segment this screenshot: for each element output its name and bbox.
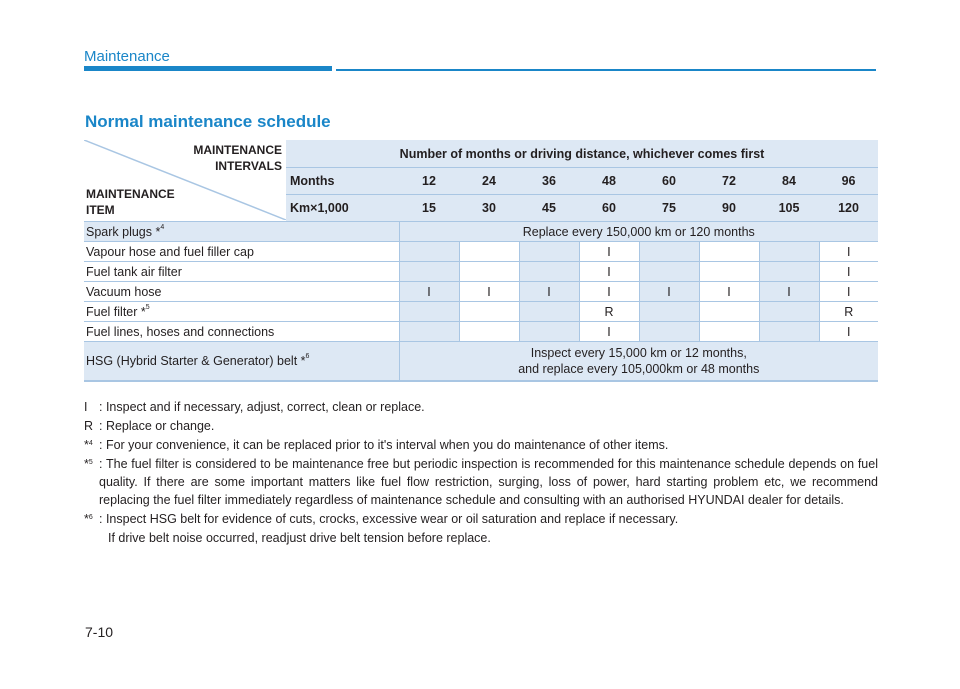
table-cell	[699, 262, 759, 282]
table-cell: I	[819, 262, 878, 282]
maintenance-schedule-table	[84, 140, 878, 382]
table-cell: R	[819, 302, 878, 322]
month-cell: 72	[699, 168, 759, 195]
section-header: Maintenance	[84, 48, 170, 65]
table-cell	[459, 262, 519, 282]
note-key: *$^6$	[84, 512, 93, 526]
note-text: If drive belt noise occurred, readjust drive belt tension before replace.	[108, 531, 491, 545]
table-cell: I	[699, 282, 759, 302]
table-corner	[84, 140, 286, 222]
header-rule-thick	[84, 66, 332, 71]
note-key: I	[84, 400, 88, 414]
table-cell	[459, 242, 519, 262]
corner-intervals-label	[193, 142, 282, 174]
table-cell	[759, 242, 819, 262]
table-cell	[399, 262, 459, 282]
table-cell: I	[459, 282, 519, 302]
row-item: Fuel lines, hoses and connections	[84, 322, 399, 342]
row-item	[84, 302, 399, 322]
table-cell	[639, 242, 699, 262]
km-cell: 120	[819, 195, 878, 222]
table-cell	[399, 242, 459, 262]
corner-top-line2: INTERVALS	[215, 159, 282, 173]
row-item	[84, 222, 399, 242]
km-cell: 90	[699, 195, 759, 222]
table-cell: I	[579, 322, 639, 342]
table-cell	[639, 262, 699, 282]
table-cell	[519, 242, 579, 262]
km-cell: 105	[759, 195, 819, 222]
table-cell	[519, 302, 579, 322]
table-cell	[699, 302, 759, 322]
corner-top-line1: MAINTENANCE	[193, 143, 282, 157]
row-item-text: HSG (Hybrid Starter & Generator) belt *	[86, 354, 306, 368]
table-cell: I	[519, 282, 579, 302]
note-item	[84, 436, 878, 454]
table-cell: I	[819, 322, 878, 342]
note-text: : For your convenience, it can be replaced prior to it's interval when you do maintenance of other items.	[99, 438, 669, 452]
row-span-text	[399, 342, 878, 382]
span-line2: and replace every 105,000km or 48 months	[518, 362, 760, 376]
table-cell	[759, 322, 819, 342]
row-item: Vacuum hose	[84, 282, 399, 302]
note-item	[84, 529, 878, 547]
km-cell: 45	[519, 195, 579, 222]
note-text: : Inspect HSG belt for evidence of cuts, crocks, excessive wear or oil saturation and replace if necessary.	[99, 512, 679, 526]
month-cell: 36	[519, 168, 579, 195]
table-cell: I	[759, 282, 819, 302]
month-cell: 12	[399, 168, 459, 195]
table-cell	[399, 302, 459, 322]
table-cell	[699, 242, 759, 262]
table-cell: I	[579, 282, 639, 302]
note-text: : The fuel filter is considered to be maintenance free but periodic inspection is recommended for this maintenance schedule depends on fuel quality. If there are some important matters like fuel flow restriction, surging, loss of power, hard starting problem etc, we recommend replacing the fuel filter immediately regardless of maintenance schedule and consulting with an authorised HYUNDAI dealer for details.	[99, 457, 878, 507]
corner-item-label	[86, 186, 175, 218]
month-cell: 60	[639, 168, 699, 195]
table-cell: I	[639, 282, 699, 302]
table-cell	[399, 322, 459, 342]
table-cell	[459, 302, 519, 322]
month-cell: 24	[459, 168, 519, 195]
note-key: R	[84, 419, 94, 433]
note-item	[84, 417, 878, 435]
footnote-ref: 4	[160, 223, 165, 231]
table-row	[84, 222, 878, 242]
note-key: *$^5$	[84, 457, 93, 471]
footnote-ref: 5	[145, 303, 150, 311]
table-cell	[759, 262, 819, 282]
page-number: 7-10	[85, 624, 114, 640]
note-item	[84, 455, 878, 509]
note-item	[84, 398, 878, 416]
table-cell: I	[819, 282, 878, 302]
note-text: : Inspect and if necessary, adjust, correct, clean or replace.	[99, 400, 425, 414]
row-item-text: Spark plugs *	[86, 224, 161, 239]
row-span-text: Replace every 150,000 km or 120 months	[399, 222, 878, 242]
note-item	[84, 510, 878, 528]
km-cell: 60	[579, 195, 639, 222]
months-label: Months	[286, 168, 399, 195]
km-cell: 75	[639, 195, 699, 222]
note-key: *$^4$	[84, 438, 93, 452]
row-item-text: Fuel filter *	[86, 304, 146, 319]
span-line1: Inspect every 15,000 km or 12 months,	[530, 346, 747, 360]
table-cell: I	[819, 242, 878, 262]
table-row	[84, 282, 878, 302]
table-cell: I	[399, 282, 459, 302]
table-cell	[639, 302, 699, 322]
table-cell	[759, 302, 819, 322]
table-cell	[519, 262, 579, 282]
km-cell: 15	[399, 195, 459, 222]
row-item	[84, 342, 399, 382]
corner-bottom-line2: ITEM	[86, 203, 115, 217]
note-text: : Replace or change.	[99, 419, 215, 433]
table-cell	[699, 322, 759, 342]
table-cell	[459, 322, 519, 342]
corner-bottom-line1: MAINTENANCE	[86, 187, 175, 201]
row-item: Vapour hose and fuel filler cap	[84, 242, 399, 262]
page-title: Normal maintenance schedule	[85, 112, 331, 131]
month-cell: 96	[819, 168, 878, 195]
table-row	[84, 302, 878, 322]
month-cell: 48	[579, 168, 639, 195]
table-cell	[639, 322, 699, 342]
table-cell: R	[579, 302, 639, 322]
table-cell: I	[579, 262, 639, 282]
footnote-ref: 6	[305, 353, 310, 360]
table-row	[84, 322, 878, 342]
notes	[84, 398, 878, 548]
table-row	[84, 342, 878, 382]
table-cell	[519, 322, 579, 342]
row-item: Fuel tank air filter	[84, 262, 399, 282]
month-cell: 84	[759, 168, 819, 195]
km-label: Km×1,000	[286, 195, 399, 222]
km-cell: 30	[459, 195, 519, 222]
table-row	[84, 262, 878, 282]
table-row	[84, 242, 878, 262]
table-cell: I	[579, 242, 639, 262]
note-key	[84, 529, 99, 547]
table-caption: Number of months or driving distance, whichever comes first	[286, 140, 878, 168]
header-rule-thin	[336, 69, 876, 71]
